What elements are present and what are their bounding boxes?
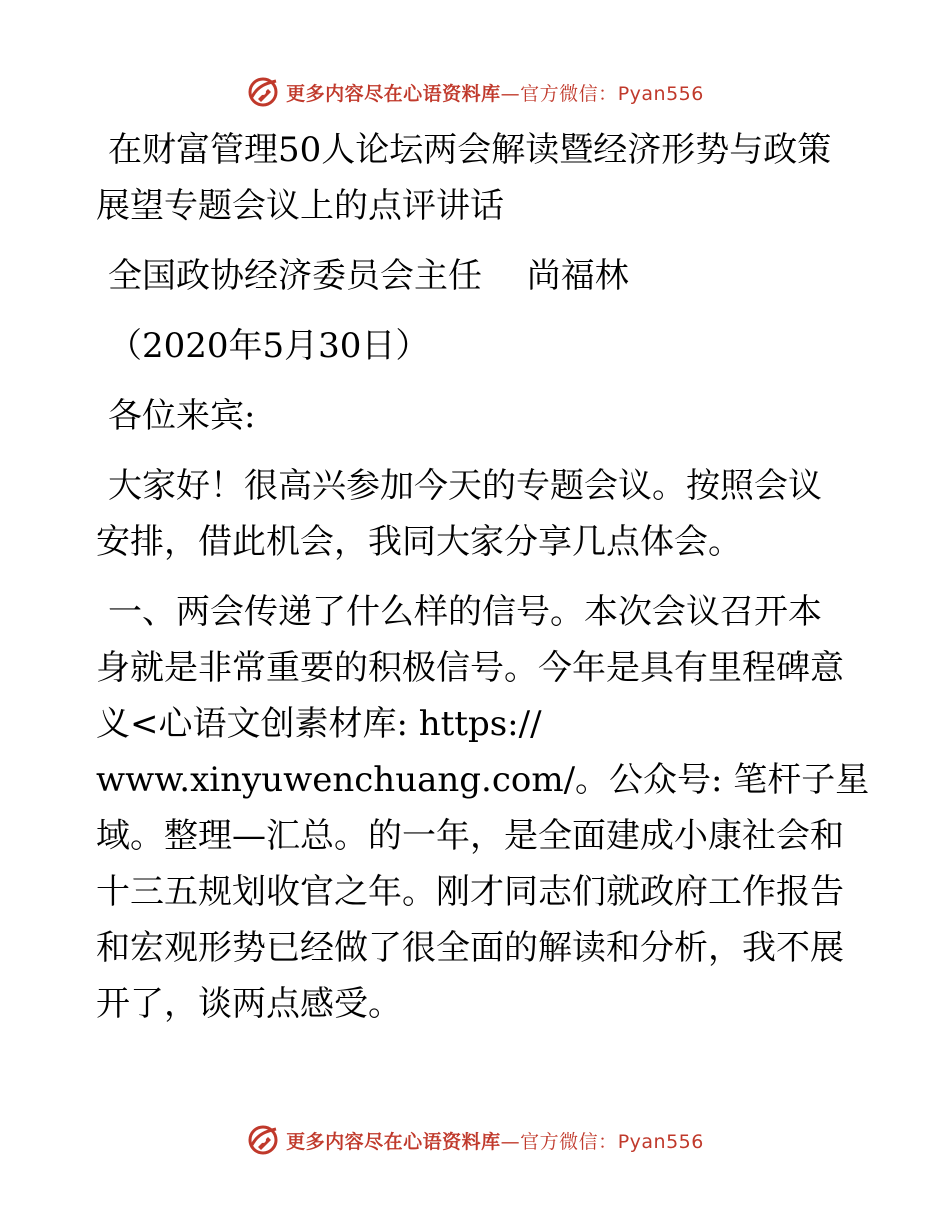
paragraph-line: 大家好！很高兴参加今天的专题会议。按照会议 [108,466,822,506]
paragraph-line: 和宏观形势已经做了很全面的解读和分析，我不展 [96,928,844,968]
paragraph-line: 十三五规划收官之年。刚才同志们就政府工作报告 [96,872,844,912]
paragraph-line: 一、两会传递了什么样的信号。本次会议召开本 [108,592,822,632]
greeting: 各位来宾: [108,396,256,436]
paragraph-line: 身就是非常重要的积极信号。今年是具有里程碑意 [96,648,844,688]
footer-banner [0,1120,950,1160]
banner-main: 更多内容尽在心语资料库 [286,1130,501,1153]
title-line: 展望专题会议上的点评讲话 [96,186,504,226]
banner-sub: 官方微信： [520,1130,618,1153]
banner-text [286,79,704,106]
date-line: （2020年5月30日） [108,326,430,366]
paragraph-line: 安排，借此机会，我同大家分享几点体会。 [96,522,742,562]
banner-text [286,1127,704,1154]
paragraph-line: 域。整理—汇总。的一年，是全面建成小康社会和 [96,816,844,856]
paragraph-intro [96,458,856,570]
banner-main: 更多内容尽在心语资料库 [286,82,501,105]
title-line: 在财富管理50人论坛两会解读暨经济形势与政策 [108,130,832,170]
paragraph-line: www.xinyuwenchuang.com/。公众号: 笔杆子星 [96,760,870,800]
banner-sub: 官方微信： [520,82,618,105]
banner-dash: — [500,1130,521,1153]
document-body [96,122,870,1032]
header-banner [0,72,950,112]
banner-account: Pyan556 [617,1130,704,1153]
paragraph-section-one [96,584,870,1032]
paragraph-line: 义<心语文创素材库: https:// [96,704,542,744]
ribbon-pen-logo-icon [246,1123,280,1157]
document-title [96,122,856,234]
author-line: 全国政协经济委员会主任 尚福林 [108,256,629,296]
banner-account: Pyan556 [617,82,704,105]
ribbon-pen-logo-icon [246,75,280,109]
paragraph-line: 开了，谈两点感受。 [96,984,402,1024]
banner-dash: — [500,82,521,105]
